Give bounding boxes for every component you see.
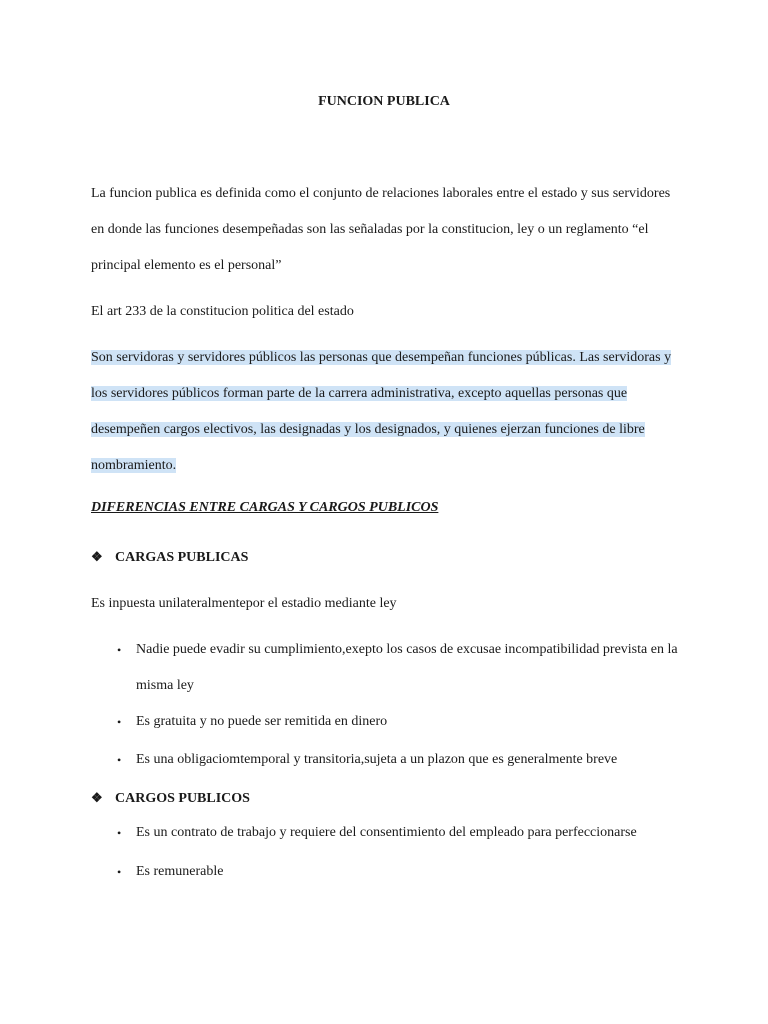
- differences-subheading: DIFERENCIAS ENTRE CARGAS Y CARGOS PUBLICOS: [91, 500, 439, 515]
- cargas-heading-text: CARGAS PUBLICAS: [115, 550, 249, 565]
- bullet-icon: •: [117, 643, 122, 657]
- highlighted-quote-paragraph: [91, 340, 681, 484]
- list-item-text: Es un contrato de trabajo y requiere del consentimiento del empleado para perfeccionarse: [136, 825, 637, 840]
- list-item-text: Nadie puede evadir su cumplimiento,exepto los casos de excusae incompatibilidad prevista en la misma ley: [136, 642, 678, 693]
- bullet-icon: •: [117, 865, 122, 879]
- diamond-bullet-icon: ❖: [91, 790, 103, 805]
- list-item-text: Es una obligaciomtemporal y transitoria,sujeta a un plazon que es generalmente breve: [136, 752, 618, 767]
- list-item: [117, 632, 687, 704]
- cargas-description: Es inpuesta unilateralmentepor el estadio mediante ley: [91, 596, 397, 611]
- bullet-icon: •: [117, 715, 122, 729]
- list-item-text: Es remunerable: [136, 864, 224, 879]
- diamond-bullet-icon: ❖: [91, 549, 103, 564]
- list-item: [117, 704, 687, 740]
- intro-paragraph: La funcion publica es definida como el conjunto de relaciones laborales entre el estado y sus servidores en donde las funciones desempeñadas son las señaladas por la constitucion, ley o un reglamento “el principal elemento es el personal”: [91, 186, 671, 273]
- list-item: [117, 742, 687, 778]
- list-item-text: Es gratuita y no puede ser remitida en dinero: [136, 714, 388, 729]
- document-title: FUNCION PUBLICA: [318, 94, 450, 109]
- list-item: [117, 854, 687, 890]
- cargos-heading-text: CARGOS PUBLICOS: [115, 791, 250, 806]
- article-reference: El art 233 de la constitucion politica del estado: [91, 304, 354, 319]
- highlighted-quote[interactable]: Son servidoras y servidores públicos las personas que desempeñan funciones públicas. Las servidoras y los servidores públicos forman parte de la carrera administrativa, excepto aquellas personas que desempeñen cargos electivos, las designadas y los designados, y quienes ejerzan funciones de libre nombramiento.: [91, 350, 672, 473]
- bullet-icon: •: [117, 826, 122, 840]
- cargas-section-heading: [91, 549, 248, 566]
- cargos-section-heading: [91, 790, 250, 807]
- bullet-icon: •: [117, 753, 122, 767]
- list-item: [117, 815, 687, 851]
